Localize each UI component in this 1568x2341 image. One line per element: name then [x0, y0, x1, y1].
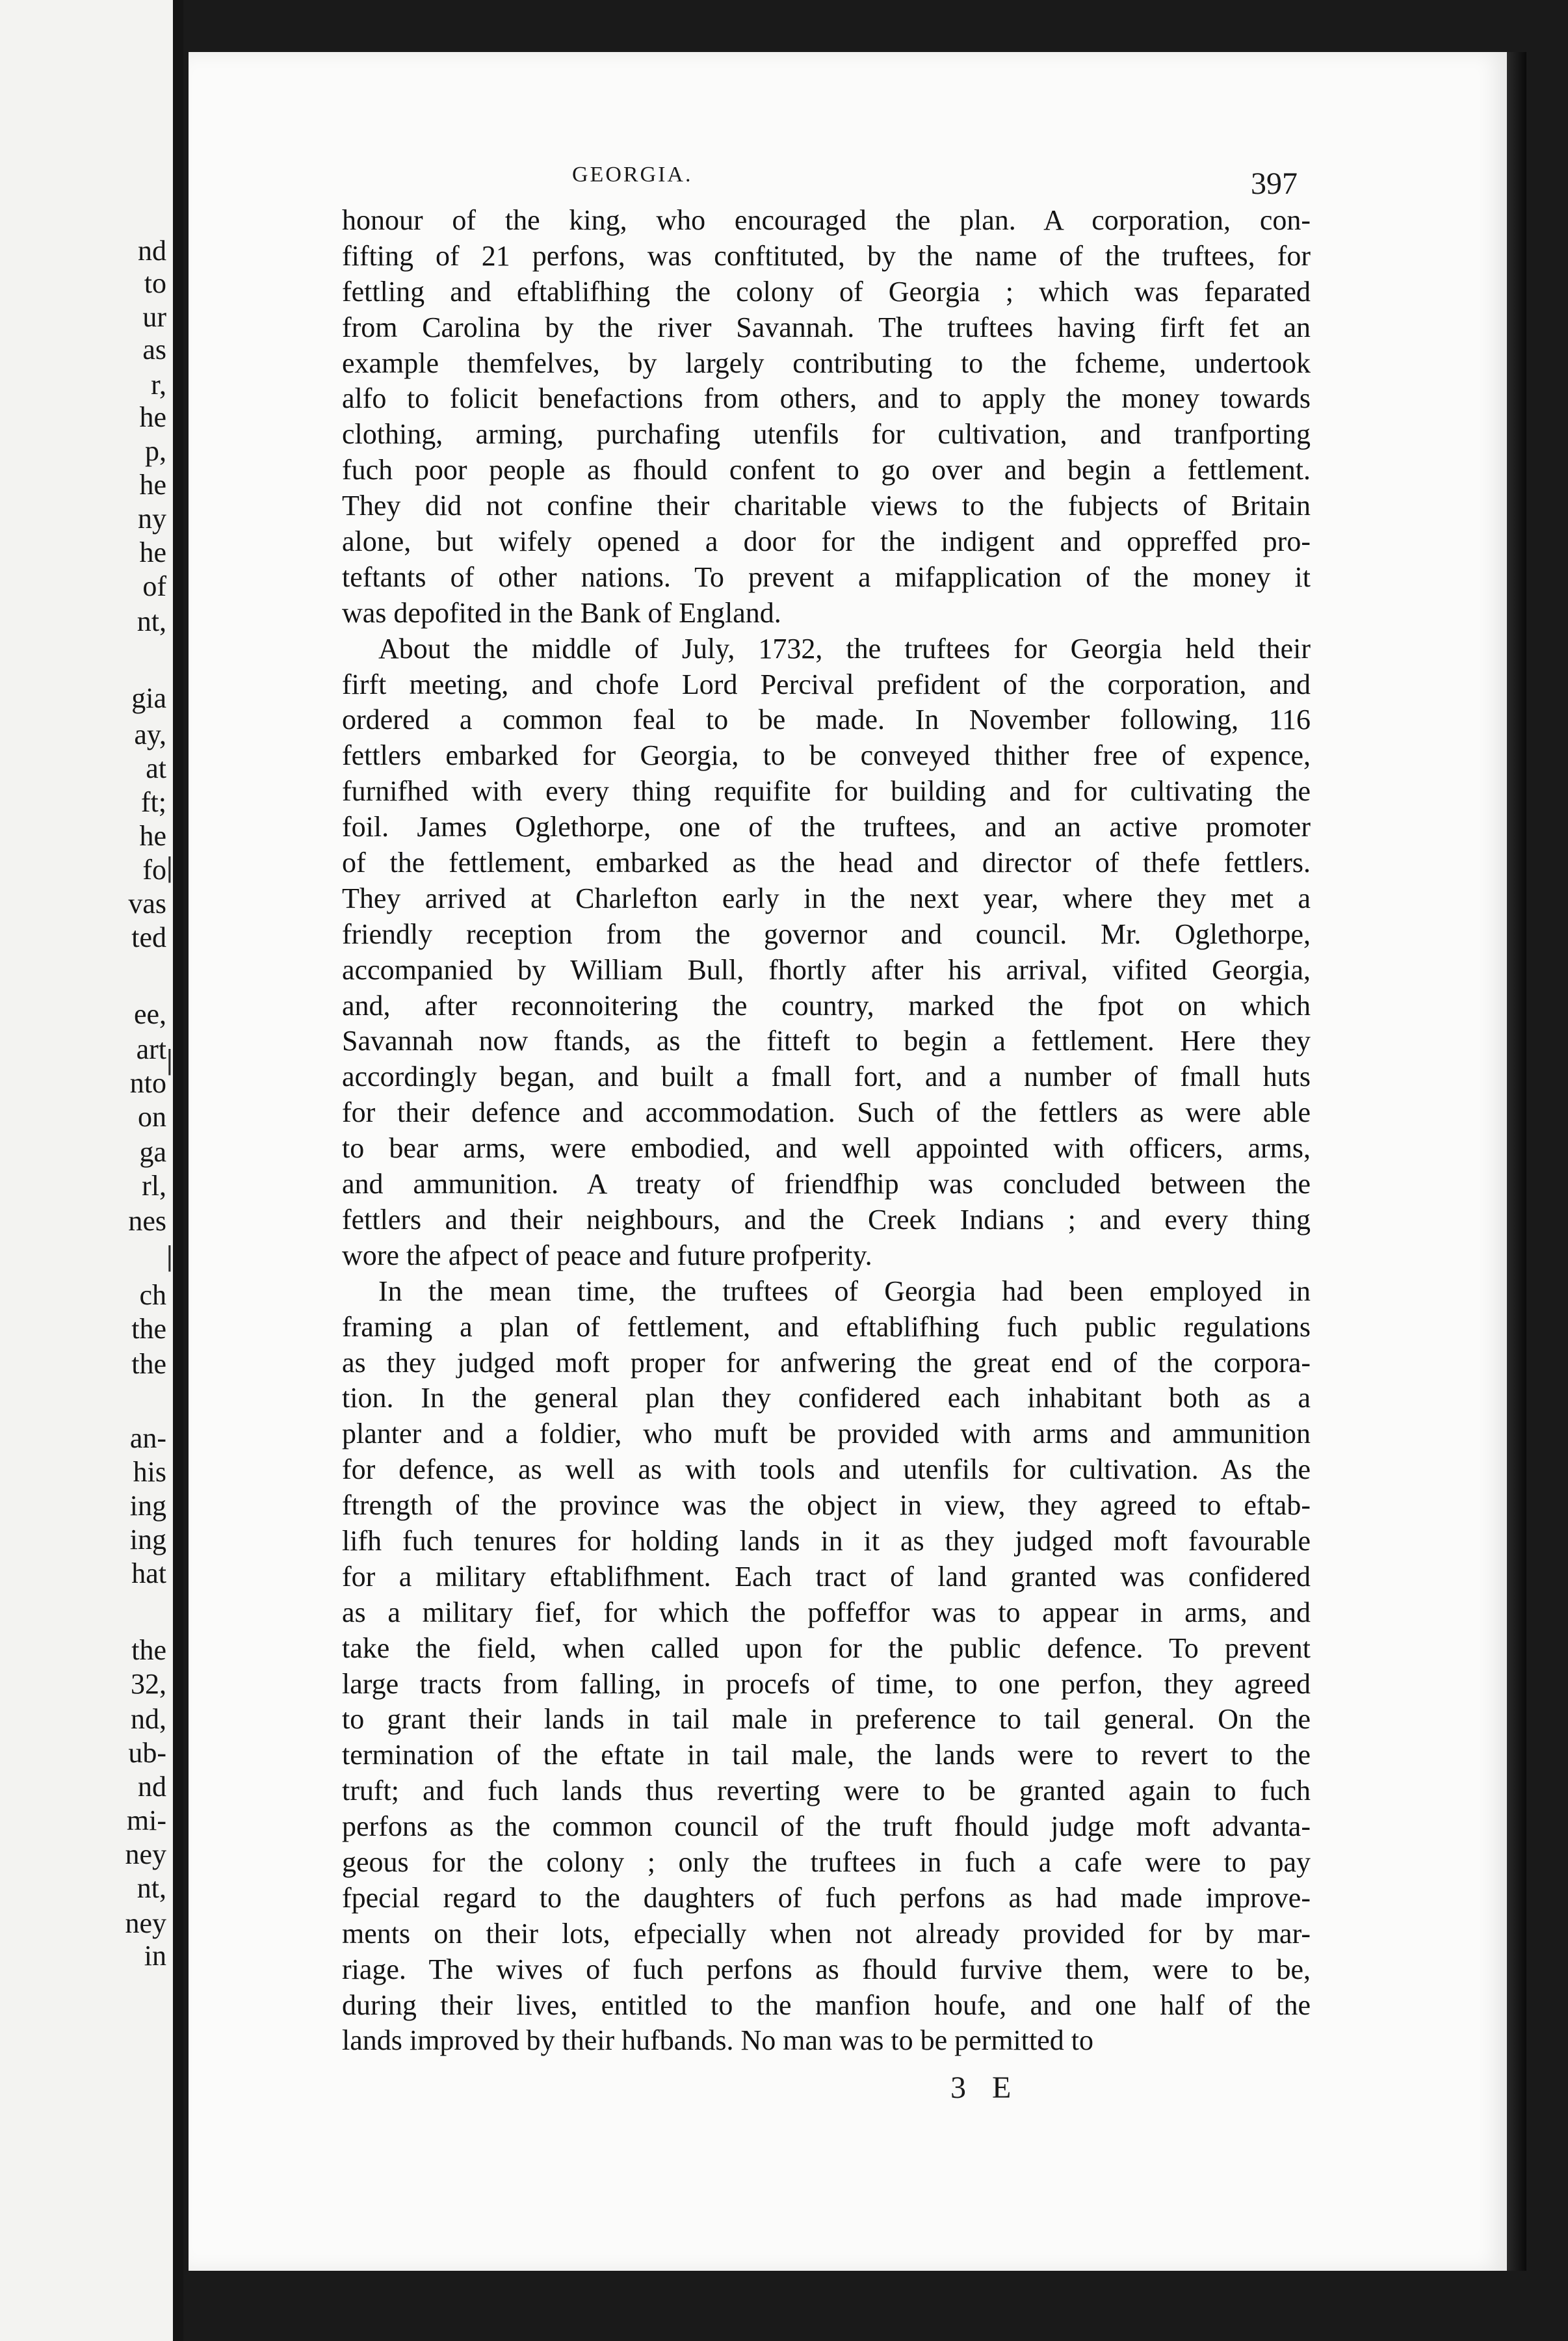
previous-page-fragment: nt, [137, 605, 166, 637]
text-line: take the field, when called upon for the public defence. To prevent [342, 1632, 1311, 1664]
previous-page-fragment: ub- [128, 1737, 166, 1769]
previous-page-fragment: gia [131, 682, 166, 714]
previous-page-fragment: nd, [131, 1703, 166, 1735]
text-line: alone, but wifely opened a door for the indigent and oppreffed pro- [342, 525, 1311, 558]
text-line: from Carolina by the river Savannah. The truftees having firft fet an [342, 311, 1311, 343]
text-line: of the fettlement, embarked as the head and director of thefe fettlers. [342, 847, 1311, 879]
text-line: firft meeting, and chofe Lord Percival prefident of the corporation, and [342, 668, 1311, 700]
text-line: ordered a common feal to be made. In November following, 116 [342, 704, 1311, 736]
previous-page-fragment: to [144, 267, 166, 299]
text-line: as they judged moft proper for anfwering the great end of the corpora- [342, 1346, 1311, 1379]
margin-mark: | [166, 851, 173, 883]
text-line: clothing, arming, purchafing utenfils for cultivation, and tranfporting [342, 418, 1311, 451]
previous-page-fragment: in [144, 1940, 166, 1972]
previous-page-fragment: the [131, 1348, 166, 1380]
previous-page-fragment: his [133, 1456, 166, 1488]
previous-page-fragment: mi- [126, 1805, 166, 1836]
text-line: Savannah now ftands, as the fitteft to begin a fettlement. Here they [342, 1025, 1311, 1057]
previous-page-fragment: vas [128, 888, 166, 919]
text-line: tion. In the general plan they confidered each inhabitant both as a [342, 1382, 1311, 1414]
gutter [173, 0, 183, 2341]
running-head: GEORGIA. [572, 163, 693, 187]
text-line: and, after reconnoitering the country, marked the fpot on which [342, 989, 1311, 1022]
previous-page-fragment: p, [145, 435, 166, 467]
text-line: fpecial regard to the daughters of fuch perfons as had made improve- [342, 1881, 1311, 1914]
text-line: wore the afpect of peace and future profperity. [342, 1239, 872, 1271]
margin-mark: | [166, 1044, 173, 1076]
text-line: lifh fuch tenures for holding lands in it as they judged moft favourable [342, 1524, 1311, 1557]
previous-page-fragment: r, [151, 369, 166, 401]
previous-page-fragment: nt, [137, 1872, 166, 1904]
text-line: teftants of other nations. To prevent a mifapplication of the money it [342, 561, 1311, 593]
previous-page-fragment: ee, [133, 998, 166, 1030]
previous-page-fragment: nto [129, 1067, 166, 1099]
text-line: fettlers embarked for Georgia, to be conveyed thither free of expence, [342, 739, 1311, 772]
previous-page-fragment: ney [125, 1838, 166, 1870]
text-line: truft; and fuch lands thus reverting were to be granted again to fuch [342, 1775, 1311, 1807]
text-line: fifting of 21 perfons, was conftituted, by the name of the truftees, for [342, 239, 1311, 272]
text-line: In the mean time, the truftees of Georgia had been employed in [378, 1275, 1311, 1307]
text-line: They arrived at Charlefton early in the next year, where they met a [342, 882, 1311, 914]
text-line: fettlers and their neighbours, and the Creek Indians ; and every thing [342, 1203, 1311, 1236]
text-line: friendly reception from the governor and council. Mr. Oglethorpe, [342, 918, 1311, 950]
text-line: planter and a foldier, who muft be provided with arms and ammunition [342, 1418, 1311, 1450]
text-line: and ammunition. A treaty of friendfhip was concluded between the [342, 1168, 1311, 1200]
previous-page-fragment: nd [138, 235, 166, 267]
text-line: alfo to folicit benefactions from others, and to apply the money towards [342, 382, 1311, 415]
previous-page-fragment: he [139, 820, 166, 852]
text-line: They did not confine their charitable views to the fubjects of Britain [342, 490, 1311, 522]
text-line: About the middle of July, 1732, the truftees for Georgia held their [378, 632, 1311, 665]
margin-mark: | [166, 1240, 173, 1272]
previous-page-fragment: rl, [142, 1170, 166, 1202]
previous-page-fragment: ing [129, 1490, 166, 1522]
previous-page-fragment: he [139, 401, 166, 433]
previous-page-fragment: fo [142, 854, 166, 886]
text-line: ftrength of the province was the object in view, they agreed to eftab- [342, 1489, 1311, 1522]
text-line: furnifhed with every thing requifite for building and for cultivating the [342, 775, 1311, 808]
signature-mark: 3 E [950, 2070, 1021, 2105]
previous-page-fragment: at [146, 752, 166, 784]
previous-page-fragment: ney [125, 1907, 166, 1939]
previous-page-edge [0, 0, 183, 2341]
text-line: fuch poor people as fhould confent to go over and begin a fettlement. [342, 454, 1311, 486]
previous-page-fragment: 32, [131, 1668, 166, 1700]
text-line: for their defence and accommodation. Such of the fettlers as were able [342, 1096, 1311, 1129]
previous-page-fragment: ing [129, 1524, 166, 1555]
previous-page-fragment: he [139, 469, 166, 501]
text-line: large tracts from falling, in procefs of time, to one perfon, they agreed [342, 1667, 1311, 1700]
text-line: perfons as the common council of the truft fhould judge moft advanta- [342, 1810, 1311, 1843]
text-line: was depofited in the Bank of England. [342, 596, 781, 629]
text-line: during their lives, entitled to the manfion houfe, and one half of the [342, 1989, 1311, 2021]
text-line: accompanied by William Bull, fhortly after his arrival, vifited Georgia, [342, 953, 1311, 986]
page-number: 397 [1251, 166, 1298, 201]
text-line: framing a plan of fettlement, and eftablifhing fuch public regulations [342, 1310, 1311, 1343]
previous-page-fragment: ft; [140, 786, 166, 818]
text-line: geous for the colony ; only the truftees in fuch a cafe were to pay [342, 1845, 1311, 1878]
previous-page-fragment: ch [139, 1279, 166, 1311]
text-line: riage. The wives of fuch perfons as fhould furvive them, were to be, [342, 1953, 1311, 1985]
previous-page-fragment: ny [138, 503, 166, 535]
previous-page-fragment: of [142, 570, 166, 602]
previous-page-fragment: art [136, 1033, 166, 1065]
previous-page-fragment: nd [138, 1771, 166, 1803]
text-line: for a military eftablifhment. Each tract of land granted was confidered [342, 1560, 1311, 1593]
text-line: termination of the eftate in tail male, the lands were to revert to the [342, 1739, 1311, 1771]
page-edge-shadow [1507, 52, 1526, 2271]
text-line: example themfelves, by largely contributing to the fcheme, undertook [342, 347, 1311, 379]
previous-page-fragment: he [139, 536, 166, 568]
text-line: foil. James Oglethorpe, one of the truftees, and an active promoter [342, 811, 1311, 843]
previous-page-fragment: ga [139, 1136, 166, 1168]
text-line: honour of the king, who encouraged the plan. A corporation, con- [342, 204, 1311, 236]
text-line: for defence, as well as with tools and utenfils for cultivation. As the [342, 1453, 1311, 1486]
previous-page-fragment: as [142, 334, 166, 365]
previous-page-fragment: ted [131, 921, 166, 953]
previous-page-fragment: hat [131, 1557, 166, 1589]
previous-page-fragment: the [131, 1313, 166, 1345]
previous-page-fragment: ur [142, 301, 166, 333]
previous-page-fragment: nes [128, 1205, 166, 1237]
text-line: to grant their lands in tail male in preference to tail general. On the [342, 1703, 1311, 1736]
previous-page-fragment: ay, [134, 719, 166, 750]
text-line: accordingly began, and built a fmall fort, and a number of fmall huts [342, 1061, 1311, 1093]
previous-page-fragment: an- [129, 1422, 166, 1454]
text-line: fettling and eftablifhing the colony of Georgia ; which was feparated [342, 275, 1311, 308]
previous-page-fragment: on [138, 1101, 166, 1133]
text-line: as a military fief, for which the poffeffor was to appear in arms, and [342, 1596, 1311, 1628]
text-line: ments on their lots, efpecially when not already provided for by mar- [342, 1917, 1311, 1950]
previous-page-fragment: the [131, 1634, 166, 1666]
text-line: to bear arms, were embodied, and well appointed with officers, arms, [342, 1132, 1311, 1165]
text-line: lands improved by their hufbands. No man was to be permitted to [342, 2024, 1093, 2057]
body-text [342, 203, 1311, 2059]
